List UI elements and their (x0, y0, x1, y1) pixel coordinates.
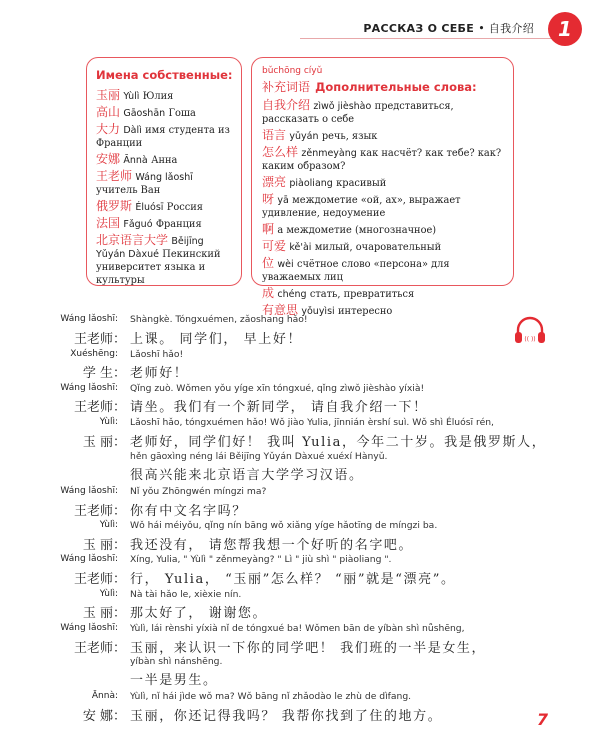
vocab-pinyin: chéng (277, 289, 307, 300)
speaker-hanzi: 王老师： (73, 332, 126, 347)
pinyin-line: hěn gāoxìng néng lái Běijīng Yǔyán Dàxué xuéxí Hànyǔ. (130, 451, 388, 462)
additional-words-list (262, 99, 507, 318)
speaker-pinyin: Wáng lǎoshī: (60, 554, 118, 564)
page-header (0, 0, 600, 48)
speaker-pinyin: Yùlì: (99, 417, 118, 427)
vocab-translation: интересно (338, 306, 393, 317)
speaker-pinyin: Xuéshēng: (70, 349, 118, 359)
vocab-pinyin: piàoliang (289, 178, 333, 189)
speaker-hanzi: 玉 丽： (82, 538, 126, 553)
vocab-translation: Анна (151, 155, 178, 166)
pinyin-line: Qǐng zuò. Wǒmen yǒu yíge xīn tóngxué, qǐng zìwǒ jièshào yíxià! (130, 383, 425, 394)
hanzi-line: 请坐。我们有一个新同学， 请自我介绍一下！ (130, 400, 428, 415)
hanzi-line: 上课。 同学们， 早上好！ (130, 332, 303, 347)
vocab-hanzi: 怎么样 (262, 145, 299, 159)
speaker-pinyin: Wáng lǎoshī: (60, 486, 118, 496)
vocab-row (96, 170, 233, 197)
proper-names-title: Имена собственные: (96, 68, 233, 82)
vocab-translation: Пекинский университет языка и культуры (96, 249, 221, 286)
speaker-hanzi: 玉 丽： (82, 435, 126, 450)
speaker-pinyin: Wáng lǎoshī: (60, 314, 118, 324)
vocab-pinyin: yǔyán (289, 131, 319, 142)
vocab-hanzi: 呀 (262, 192, 275, 206)
vocab-pinyin: Yùlì (123, 91, 140, 102)
chapter-title-ru: РАССКАЗ О СЕБЕ (363, 22, 475, 35)
proper-names-box (86, 57, 242, 286)
vocab-translation: а междометие (многозначное) (277, 225, 437, 236)
vocab-row (96, 217, 233, 231)
vocab-hanzi: 高山 (96, 105, 121, 119)
pinyin-line: yíbàn shì nánshēng. (130, 656, 223, 667)
vocab-translation: как насчёт? как тебе? как? каким образом? (262, 148, 502, 172)
vocab-row (96, 234, 233, 287)
vocab-hanzi: 自我介绍 (262, 98, 311, 112)
hanzi-line: 老师好！ (130, 366, 189, 381)
vocab-hanzi: 位 (262, 256, 275, 270)
vocab-pinyin: zìwǒ jièshào (313, 101, 372, 112)
svg-text:(( )): (( )) (524, 336, 536, 343)
hanzi-line: 玉丽，来认识一下你的同学吧！ 我们班的一半是女生， (130, 641, 487, 656)
vocab-row (262, 240, 507, 254)
vocab-translation: красивый (336, 178, 387, 189)
additional-words-box (251, 57, 514, 317)
vocab-pinyin: Dàlì (123, 125, 142, 136)
vocab-hanzi: 玉丽 (96, 88, 121, 102)
vocab-translation: Россия (166, 202, 203, 213)
vocab-pinyin: yǒuyìsi (301, 306, 335, 317)
vocab-translation: имя студента из Франции (96, 125, 230, 149)
vocab-hanzi: 语言 (262, 128, 287, 142)
vocab-pinyin: Gāoshān (123, 108, 166, 119)
speaker-pinyin: Yùlì: (99, 520, 118, 530)
vocab-row (262, 193, 507, 220)
vocab-pinyin: wèi (277, 259, 294, 270)
hanzi-line: 行， Yulia， “玉丽”怎么样？ “丽”就是“漂亮”。 (130, 572, 456, 587)
vocab-translation: междометие «ой, ах», выражает удивление, недоумение (262, 195, 461, 219)
vocab-translation: речь, язык (321, 131, 378, 142)
speaker-hanzi: 王老师： (73, 504, 126, 519)
speaker-hanzi: 王老师： (73, 641, 126, 656)
speaker-pinyin: Yùlì: (99, 589, 118, 599)
vocab-translation: Франция (155, 219, 202, 230)
vocab-row (96, 89, 233, 103)
vocab-pinyin: Ānnà (123, 155, 148, 166)
pinyin-line: Shàngkè. Tóngxuémen, zǎoshang hǎo! (130, 314, 308, 325)
vocab-pinyin: Éluósī (135, 202, 164, 213)
pinyin-line: Yùlì, nǐ hái jìde wǒ ma? Wǒ bāng nǐ zhǎodào le zhù de dìfang. (130, 691, 412, 702)
vocab-row (262, 257, 507, 284)
vocab-hanzi: 王老师 (96, 169, 133, 183)
header-rule (300, 38, 560, 39)
vocab-row (96, 200, 233, 214)
pinyin-line: Wǒ hái méiyǒu, qǐng nín bāng wǒ xiǎng yíge hǎotīng de míngzi ba. (130, 520, 438, 531)
hanzi-line: 那太好了， 谢谢您。 (130, 606, 268, 621)
vocab-row (262, 176, 507, 190)
vocab-hanzi: 成 (262, 286, 275, 300)
vocab-row (262, 146, 507, 173)
hanzi-line: 玉丽，你还记得我吗？ 我帮你找到了住的地方。 (130, 709, 443, 724)
hanzi-line: 一半是男生。 (130, 673, 218, 688)
vocab-translation: счётное слово «персона» для уважаемых лиц (262, 259, 450, 283)
hanzi-line: 很高兴能来北京语言大学学习汉语。 (130, 468, 364, 483)
vocab-translation: милый, очаровательный (314, 242, 442, 253)
vocab-hanzi: 法国 (96, 216, 121, 230)
vocab-row (96, 153, 233, 167)
pinyin-line: Nǐ yǒu Zhōngwén míngzi ma? (130, 486, 267, 497)
vocab-row (262, 129, 507, 143)
vocab-translation: представиться, рассказать о себе (262, 101, 454, 125)
vocab-translation: Гоша (168, 108, 196, 119)
additional-words-hz: 补充词语 (262, 80, 311, 94)
speaker-pinyin: Ānnà: (91, 691, 118, 701)
vocab-hanzi: 安娜 (96, 152, 121, 166)
speaker-hanzi: 学 生： (82, 366, 126, 381)
vocab-pinyin: zěnmeyàng (301, 148, 357, 159)
vocab-pinyin: yā (277, 195, 289, 206)
vocab-hanzi: 大力 (96, 122, 121, 136)
vocab-hanzi: 北京语言大学 (96, 233, 169, 247)
vocab-translation: Юлия (142, 91, 174, 102)
vocab-hanzi: 俄罗斯 (96, 199, 133, 213)
pinyin-line: Nà tài hǎo le, xièxie nín. (130, 589, 242, 600)
vocab-row (262, 99, 507, 126)
vocab-pinyin: kě'ài (289, 242, 312, 253)
speaker-hanzi: 王老师： (73, 572, 126, 587)
pinyin-line: Lǎoshī hǎo! (130, 349, 184, 360)
vocab-pinyin: Fǎguó (123, 219, 153, 230)
chapter-title-zh: • 自我介绍 (478, 22, 534, 35)
vocab-pinyin: Wáng lǎoshī (135, 172, 193, 183)
vocab-hanzi: 可爱 (262, 239, 287, 253)
vocab-hanzi: 漂亮 (262, 175, 287, 189)
chapter-title (363, 20, 534, 36)
speaker-hanzi: 玉 丽： (82, 606, 126, 621)
headphones-audio-icon[interactable] (510, 310, 550, 350)
pinyin-line: Xíng, Yulia, " Yùlì " zěnmeyàng? " Lì " jiù shì " piàoliang ". (130, 554, 392, 565)
speaker-hanzi: 安 娜： (82, 709, 126, 724)
pinyin-line: Yùlì, lái rènshi yíxià nǐ de tóngxué ba! Wǒmen bān de yíbàn shì nǚshēng, (130, 623, 465, 634)
chapter-number-badge: 1 (548, 12, 582, 46)
vocab-hanzi: 啊 (262, 222, 275, 236)
hanzi-line: 我还没有， 请您帮我想一个好听的名字吧。 (130, 538, 414, 553)
additional-words-title: Дополнительные слова: (315, 80, 477, 94)
vocab-row (96, 123, 233, 150)
vocab-pinyin: Běijīng Yǔyán Dàxué (96, 236, 204, 260)
additional-words-pinyin: bǔchōng cíyǔ (262, 66, 323, 76)
page-number: 7 (536, 710, 548, 729)
speaker-pinyin: Wáng lǎoshī: (60, 623, 118, 633)
pinyin-line: Lǎoshī hǎo, tóngxuémen hǎo! Wǒ jiào Yulia, jīnnián èrshí suì. Wǒ shì Éluósī rén, (130, 417, 494, 428)
vocab-translation: учитель Ван (96, 185, 161, 196)
speaker-pinyin: Wáng lǎoshī: (60, 383, 118, 393)
vocab-hanzi: 有意思 (262, 303, 299, 317)
speaker-hanzi: 王老师： (73, 400, 126, 415)
proper-names-list (96, 89, 233, 287)
hanzi-line: 你有中文名字吗？ (130, 504, 247, 519)
hanzi-line: 老师好，同学们好！ 我叫 Yulia，今年二十岁。我是俄罗斯人， (130, 435, 547, 450)
vocab-row (262, 223, 507, 237)
vocab-row (96, 106, 233, 120)
vocab-row (262, 287, 507, 301)
vocab-translation: стать, превратиться (309, 289, 415, 300)
